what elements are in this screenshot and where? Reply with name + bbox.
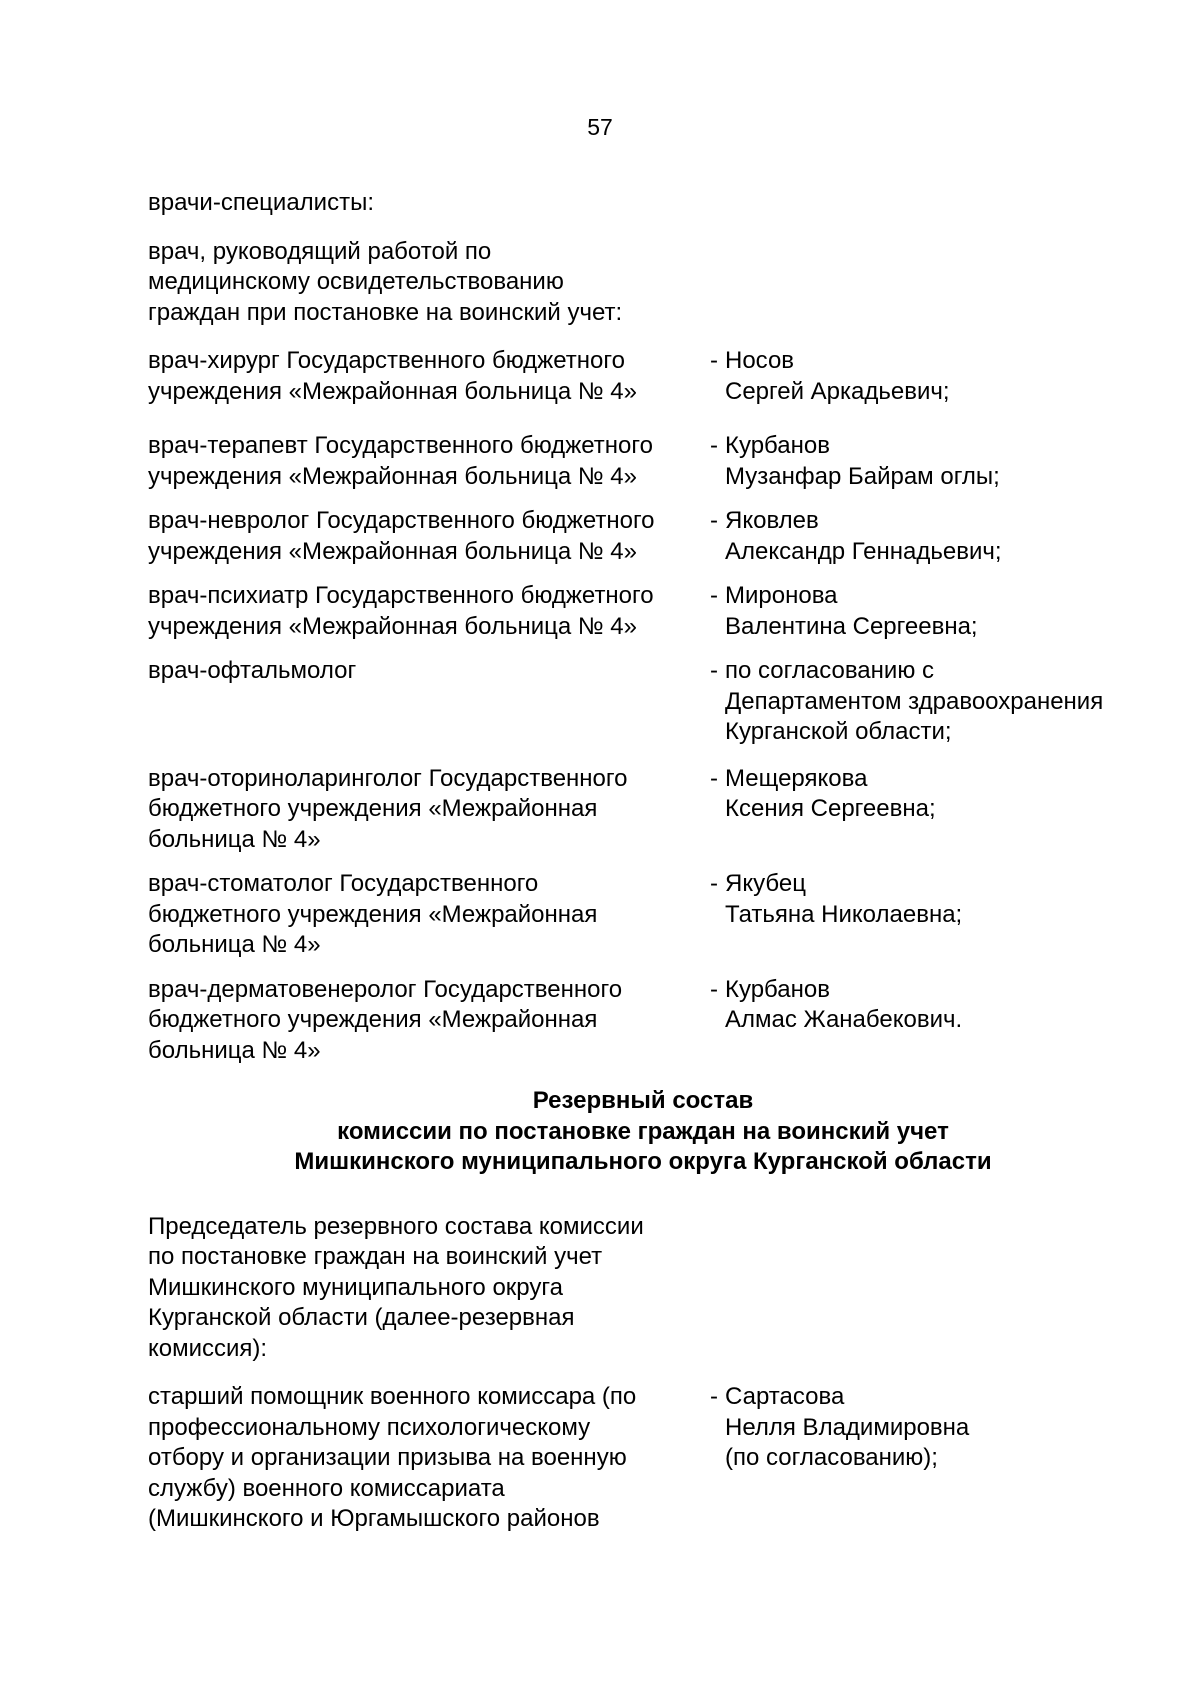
member-position: врач-оториноларинголог Государственного бюджетного учреждения «Межрайонная больница № 4» (148, 764, 628, 853)
member-dash: - (710, 870, 718, 897)
member-row-dentist (148, 869, 1148, 961)
member-position: старший помощник военного комиссара (по профессиональному психологическому отбору и организации призыва на военную службу) военного комиссариата (Мишкинского и Юргамышского районов (148, 1383, 637, 1532)
member-dash: - (710, 432, 718, 459)
member-position: врач-терапевт Государственного бюджетного учреждения «Межрайонная больница № 4» (148, 432, 653, 490)
document-body (148, 188, 1148, 1535)
lead-doctor-heading: врач, руководящий работой по медицинскому освидетельствованию граждан при постановке на воинский учет: (148, 237, 623, 326)
member-row-dermatovenereologist (148, 975, 1148, 1067)
member-position: врач-психиатр Государственного бюджетного учреждения «Межрайонная больница № 4» (148, 582, 654, 640)
member-dash: - (710, 507, 718, 534)
member-name: Носов Сергей Аркадьевич; (725, 347, 950, 405)
member-position: врач-хирург Государственного бюджетного учреждения «Межрайонная больница № 4» (148, 347, 637, 405)
member-position: врач-невролог Государственного бюджетного учреждения «Межрайонная больница № 4» (148, 507, 655, 565)
reserve-chair-heading: Председатель резервного состава комиссии по постановке граждан на воинский учет Мишкинского муниципального округа Курганской области (далее-резервная комиссия): (148, 1212, 644, 1362)
member-dash: - (710, 582, 718, 609)
member-position: врач-дерматовенеролог Государственного бюджетного учреждения «Межрайонная больница № 4» (148, 975, 623, 1064)
member-row-psychiatrist (148, 581, 1148, 642)
member-name: Курбанов Музанфар Байрам оглы; (725, 432, 1000, 490)
member-name: по согласованию с Департаментом здравоохранения Курганской области; (725, 657, 1104, 745)
member-dash: - (710, 657, 718, 684)
specialists-heading: врачи-специалисты: (148, 189, 374, 216)
member-dash: - (710, 975, 718, 1003)
page-number: 57 (587, 114, 613, 140)
member-row-therapist (148, 431, 1148, 492)
member-row-neurologist (148, 506, 1148, 567)
member-name: Сартасова Нелля Владимировна (по согласованию); (725, 1383, 970, 1471)
member-position: врач-офтальмолог (148, 657, 357, 684)
member-position: врач-стоматолог Государственного бюджетного учреждения «Межрайонная больница № 4» (148, 870, 598, 958)
member-dash: - (710, 1383, 718, 1410)
member-name: Миронова Валентина Сергеевна; (725, 582, 978, 640)
member-row-otorhinolaryngologist (148, 764, 1148, 856)
member-name: Мещерякова Ксения Сергеевна; (725, 764, 936, 822)
member-dash: - (710, 347, 718, 374)
reserve-member-row (148, 1382, 1148, 1535)
member-name: Курбанов Алмас Жанабекович. (725, 975, 963, 1033)
reserve-section-title: Резервный состав комиссии по постановке граждан на воинский учет Мишкинского муниципального округа Курганской области (294, 1087, 992, 1175)
member-row-ophthalmologist (148, 656, 1148, 748)
member-name: Яковлев Александр Геннадьевич; (725, 507, 1002, 565)
member-row-surgeon (148, 346, 1148, 407)
member-name: Якубец Татьяна Николаевна; (725, 870, 963, 928)
member-dash: - (710, 764, 718, 792)
